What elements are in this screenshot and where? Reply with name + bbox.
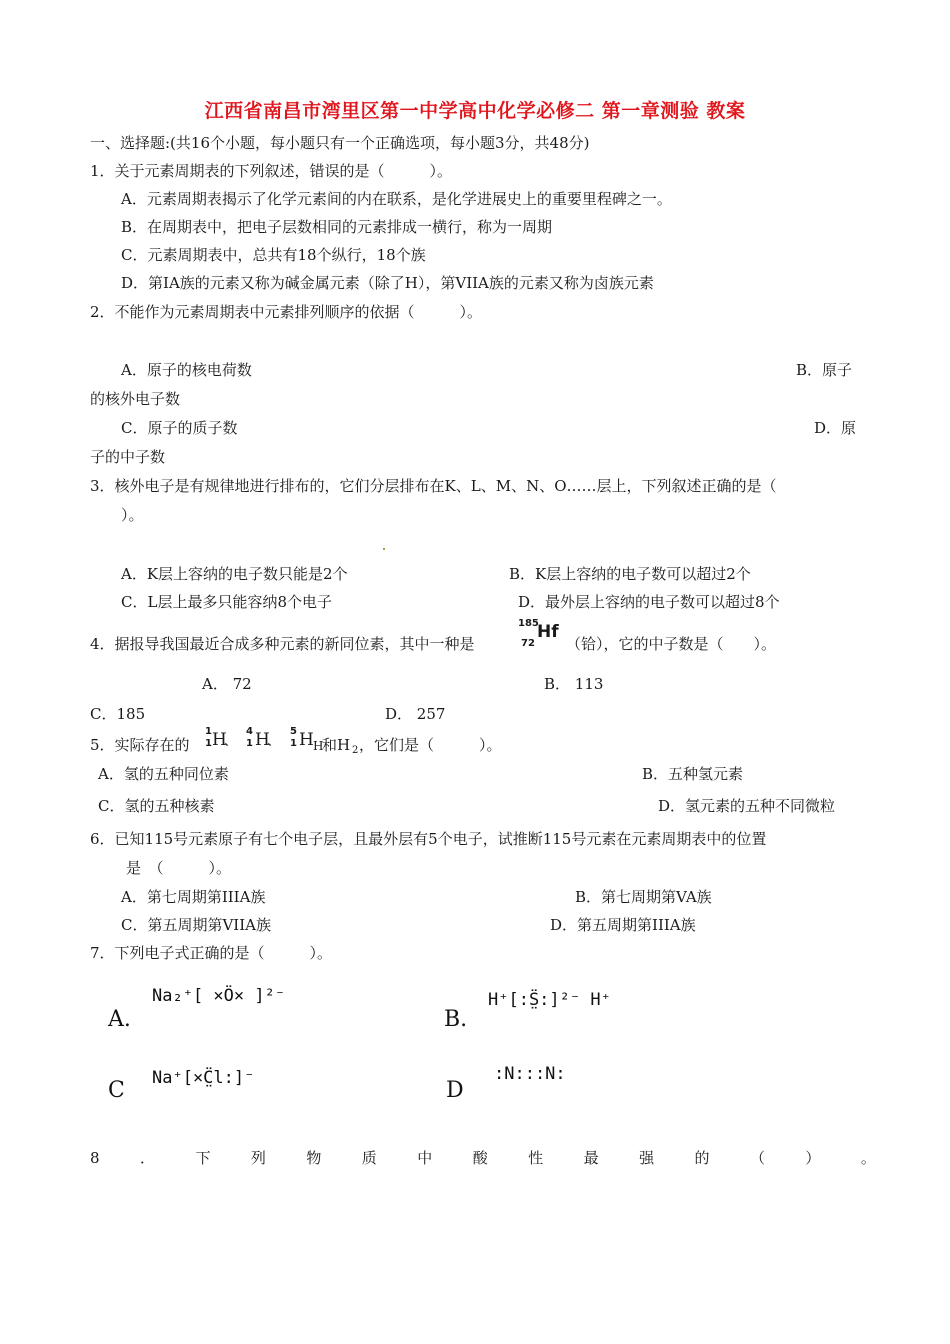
isotope-2-mass: 4 — [246, 726, 253, 737]
question-3-option-d: D．最外层上容纳的电子数可以超过8个 — [518, 593, 780, 611]
isotope-1-symbol: H — [212, 730, 227, 750]
isotope-2-symbol: H — [255, 730, 270, 750]
question-7-label-d: D — [446, 1078, 464, 1103]
q8-char: 列 — [250, 1149, 266, 1167]
hydrogen-ion-symbol: H — [313, 739, 324, 753]
isotope-3-mass: 5 — [290, 726, 297, 737]
q8-char: （ — [749, 1149, 765, 1167]
question-6-stem-line2: 是 （ ）。 — [126, 859, 232, 877]
separator-2: 、 — [267, 734, 281, 749]
hf-atomic-number: 72 — [521, 638, 535, 649]
question-4-option-c: C．185 — [90, 705, 146, 723]
hf-symbol: Hf — [537, 622, 559, 642]
question-7-stem: 7．下列电子式正确的是（ ）。 — [90, 944, 333, 962]
question-2-stem: 2．不能作为元素周期表中元素排列顺序的依据（ ）。 — [90, 303, 483, 321]
q8-char: 质 — [361, 1149, 377, 1167]
q8-char: 强 — [639, 1149, 655, 1167]
question-3-stem-line2: ）。 — [121, 506, 144, 524]
question-2-option-d-part2: 子的中子数 — [90, 448, 166, 466]
question-4-stem-before: 4．据报导我国最近合成多种元素的新同位素，其中一种是 — [90, 635, 475, 653]
question-5-option-d: D．氢元素的五种不同微粒 — [658, 797, 836, 815]
question-1-option-d: D．第IA族的元素又称为碱金属元素（除了H），第VIIA族的元素又称为卤族元素 — [121, 274, 654, 292]
question-5-stem-before: 5．实际存在的 — [90, 736, 190, 754]
question-1-option-b: B．在周期表中，把电子层数相同的元素排成一横行，称为一周期 — [121, 218, 553, 236]
question-5-option-c: C．氢的五种核素 — [98, 797, 215, 815]
q8-char: 。 — [860, 1149, 876, 1167]
isotope-1-z: 1 — [205, 738, 212, 749]
question-2-option-d-part1: D．原 — [814, 419, 857, 437]
question-1-option-a: A．元素周期表揭示了化学元素间的内在联系，是化学进展史上的重要里程碑之一。 — [121, 190, 672, 208]
hf-mass-number: 185 — [518, 618, 539, 629]
question-7-label-b: B. — [444, 1007, 468, 1032]
section-heading: 一、选择题:(共16个小题，每小题只有一个正确选项，每小题3分，共48分) — [90, 134, 590, 152]
question-2-option-b-part1: B．原子 — [796, 361, 853, 379]
question-6-option-d: D．第五周期第IIIA族 — [550, 916, 696, 934]
q8-char: 下 — [195, 1149, 211, 1167]
q8-char: 8 — [90, 1149, 100, 1167]
question-5-option-b: B．五种氢元素 — [642, 765, 744, 783]
question-6-option-b: B．第七周期第VA族 — [575, 888, 712, 906]
q8-char: ） — [805, 1149, 821, 1167]
question-2-option-a: A．原子的核电荷数 — [121, 361, 252, 379]
isotope-2-z: 1 — [246, 738, 253, 749]
question-2-option-b-part2: 的核外电子数 — [90, 390, 181, 408]
question-3-stem-line1: 3．核外电子是有规律地进行排布的，它们分层排布在K、L、M、N、O……层上，下列叙述正确的是（ — [90, 477, 777, 495]
question-4-option-a: A． 72 — [202, 675, 252, 693]
q8-char: 最 — [583, 1149, 599, 1167]
h2-subscript: 2 — [352, 745, 359, 756]
question-1-stem: 1．关于元素周期表的下列叙述，错误的是（ ）。 — [90, 162, 453, 180]
question-5-stem-after: ，它们是（ ）。 — [359, 736, 502, 754]
question-5-option-a: A．氢的五种同位素 — [98, 765, 229, 783]
question-4-stem-after: （铪），它的中子数是（ ）。 — [566, 635, 777, 653]
question-8-stem — [90, 1148, 876, 1168]
q8-char: 物 — [306, 1149, 322, 1167]
electron-formula-b: H⁺[:S̤̈:]²⁻ H⁺ — [488, 990, 611, 1010]
question-4-option-d: D． 257 — [385, 705, 446, 723]
electron-formula-c: Na⁺[×C̤̈l:]⁻ — [152, 1068, 255, 1088]
question-7-label-a: A. — [108, 1007, 131, 1032]
question-2-option-c: C．原子的质子数 — [121, 419, 238, 437]
question-6-option-a: A．第七周期第IIIA族 — [121, 888, 266, 906]
question-1-option-c: C．元素周期表中，总共有18个纵行，18个族 — [121, 246, 426, 264]
question-3-option-b: B．K层上容纳的电子数可以超过2个 — [509, 565, 751, 583]
q8-char: 性 — [528, 1149, 544, 1167]
q8-char: ． — [139, 1149, 155, 1167]
q8-char: 酸 — [472, 1149, 488, 1167]
question-7-label-c: C — [108, 1078, 125, 1103]
q8-char: 中 — [417, 1149, 433, 1167]
electron-formula-d: :N:::N: — [494, 1064, 566, 1084]
question-6-option-c: C．第五周期第VIIA族 — [121, 916, 271, 934]
page-title: 江西省南昌市湾里区第一中学高中化学必修二 第一章测验 教案 — [204, 100, 746, 122]
separator-1: 、 — [224, 734, 238, 749]
question-3-option-a: A．K层上容纳的电子数只能是2个 — [121, 565, 348, 583]
q8-char: 的 — [694, 1149, 710, 1167]
isotope-3-symbol: H — [299, 730, 314, 750]
stray-mark — [383, 548, 385, 550]
electron-formula-a: Na₂⁺[ ×Ö× ]²⁻ — [152, 986, 286, 1006]
isotope-1-mass: 1 — [205, 726, 212, 737]
question-3-option-c: C．L层上最多只能容纳8个电子 — [121, 593, 332, 611]
question-5-stem-and: 和H — [322, 736, 351, 754]
question-6-stem-line1: 6．已知115号元素原子有七个电子层，且最外层有5个电子，试推断115号元素在元素周期表中的位置 — [90, 830, 767, 848]
isotope-3-z: 1 — [290, 738, 297, 749]
question-4-option-b: B． 113 — [544, 675, 604, 693]
